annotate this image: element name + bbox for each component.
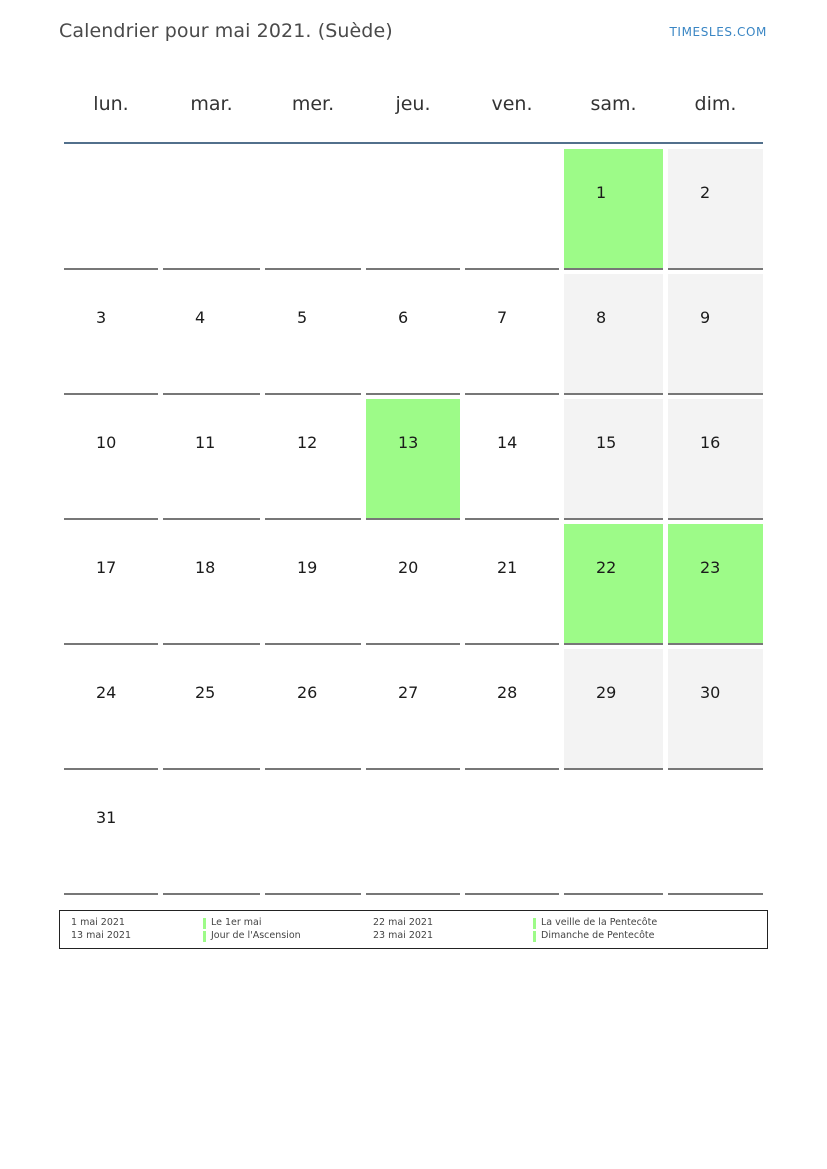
cell-divider xyxy=(163,643,260,645)
cell-divider xyxy=(465,268,559,270)
cell-divider xyxy=(366,518,460,520)
day-cell[interactable] xyxy=(64,274,158,395)
cell-divider xyxy=(265,768,361,770)
cell-divider xyxy=(163,518,260,520)
day-cell[interactable] xyxy=(465,524,559,645)
page-title: Calendrier pour mai 2021. (Suède) xyxy=(59,20,393,42)
day-cell[interactable] xyxy=(465,274,559,395)
holiday-legend xyxy=(59,910,768,949)
cell-divider xyxy=(265,893,361,895)
empty-day-cell xyxy=(265,774,361,895)
cell-divider xyxy=(564,643,663,645)
cell-divider xyxy=(465,393,559,395)
day-cell[interactable] xyxy=(265,649,361,770)
legend-holiday-name: Le 1er mai xyxy=(211,917,262,928)
cell-divider xyxy=(668,768,763,770)
legend-date: 1 mai 2021 xyxy=(71,917,125,928)
cell-divider xyxy=(564,518,663,520)
legend-color-marker xyxy=(533,931,536,942)
day-number: 26 xyxy=(297,683,318,702)
day-cell[interactable] xyxy=(668,274,763,395)
cell-divider xyxy=(163,893,260,895)
day-cell[interactable] xyxy=(465,399,559,520)
empty-day-cell xyxy=(366,774,460,895)
day-number: 25 xyxy=(195,683,216,702)
day-cell[interactable] xyxy=(564,274,663,395)
cell-divider xyxy=(564,268,663,270)
weekday-header: mer. xyxy=(291,93,335,115)
empty-day-cell xyxy=(668,774,763,895)
cell-divider xyxy=(163,268,260,270)
day-cell[interactable] xyxy=(366,524,460,645)
empty-day-cell xyxy=(163,149,260,270)
day-number: 24 xyxy=(96,683,117,702)
day-number: 11 xyxy=(195,433,216,452)
legend-holiday-name: Dimanche de Pentecôte xyxy=(541,930,655,941)
day-cell[interactable] xyxy=(668,649,763,770)
day-number: 13 xyxy=(398,433,419,452)
day-cell[interactable] xyxy=(668,524,763,645)
day-number: 28 xyxy=(497,683,518,702)
brand-link[interactable]: TIMESLES.COM xyxy=(669,25,767,39)
header-divider xyxy=(64,142,763,144)
day-number: 6 xyxy=(398,308,409,327)
day-number: 9 xyxy=(700,308,711,327)
day-cell[interactable] xyxy=(668,149,763,270)
day-cell[interactable] xyxy=(564,399,663,520)
cell-divider xyxy=(465,518,559,520)
day-cell[interactable] xyxy=(163,524,260,645)
weekday-header-row xyxy=(64,88,763,120)
day-cell[interactable] xyxy=(163,274,260,395)
day-number: 15 xyxy=(596,433,617,452)
legend-holiday-name: Jour de l'Ascension xyxy=(211,930,301,941)
cell-divider xyxy=(668,893,763,895)
cell-divider xyxy=(64,393,158,395)
day-number: 14 xyxy=(497,433,518,452)
day-number: 16 xyxy=(700,433,721,452)
cell-divider xyxy=(668,643,763,645)
cell-divider xyxy=(366,393,460,395)
empty-day-cell xyxy=(366,149,460,270)
cell-divider xyxy=(64,518,158,520)
day-number: 18 xyxy=(195,558,216,577)
cell-divider xyxy=(366,268,460,270)
day-number: 17 xyxy=(96,558,117,577)
day-number: 5 xyxy=(297,308,308,327)
cell-divider xyxy=(668,518,763,520)
day-number: 1 xyxy=(596,183,607,202)
cell-divider xyxy=(163,768,260,770)
cell-divider xyxy=(265,268,361,270)
day-cell[interactable] xyxy=(366,274,460,395)
day-number: 22 xyxy=(596,558,617,577)
day-cell[interactable] xyxy=(564,149,663,270)
cell-divider xyxy=(265,643,361,645)
cell-divider xyxy=(465,768,559,770)
day-cell[interactable] xyxy=(163,649,260,770)
legend-date: 13 mai 2021 xyxy=(71,930,132,941)
cell-divider xyxy=(564,768,663,770)
day-number: 29 xyxy=(596,683,617,702)
day-number: 8 xyxy=(596,308,607,327)
day-cell[interactable] xyxy=(366,399,460,520)
empty-day-cell xyxy=(163,774,260,895)
empty-day-cell xyxy=(64,149,158,270)
day-cell[interactable] xyxy=(564,524,663,645)
empty-day-cell xyxy=(564,774,663,895)
cell-divider xyxy=(668,393,763,395)
cell-divider xyxy=(366,893,460,895)
weekday-header: jeu. xyxy=(395,93,431,115)
day-cell[interactable] xyxy=(64,524,158,645)
cell-divider xyxy=(163,393,260,395)
day-number: 10 xyxy=(96,433,117,452)
day-cell[interactable] xyxy=(465,649,559,770)
day-number: 20 xyxy=(398,558,419,577)
day-number: 21 xyxy=(497,558,518,577)
cell-divider xyxy=(366,768,460,770)
day-cell[interactable] xyxy=(564,649,663,770)
weekday-header: mar. xyxy=(190,93,233,115)
day-number: 7 xyxy=(497,308,508,327)
cell-divider xyxy=(265,518,361,520)
cell-divider xyxy=(668,268,763,270)
empty-day-cell xyxy=(465,149,559,270)
cell-divider xyxy=(366,643,460,645)
legend-date: 23 mai 2021 xyxy=(373,930,434,941)
day-cell[interactable] xyxy=(265,399,361,520)
day-number: 12 xyxy=(297,433,318,452)
day-cell[interactable] xyxy=(64,649,158,770)
day-cell[interactable] xyxy=(64,399,158,520)
day-cell[interactable] xyxy=(366,649,460,770)
day-number: 2 xyxy=(700,183,711,202)
legend-holiday-name: La veille de la Pentecôte xyxy=(541,917,658,928)
cell-divider xyxy=(564,393,663,395)
day-cell[interactable] xyxy=(668,399,763,520)
day-number: 30 xyxy=(700,683,721,702)
cell-divider xyxy=(64,643,158,645)
empty-day-cell xyxy=(465,774,559,895)
weekday-header: dim. xyxy=(694,93,737,115)
weekday-header: sam. xyxy=(590,93,637,115)
day-number: 19 xyxy=(297,558,318,577)
legend-color-marker xyxy=(203,931,206,942)
cell-divider xyxy=(465,893,559,895)
weekday-header: ven. xyxy=(491,93,533,115)
day-number: 27 xyxy=(398,683,419,702)
day-cell[interactable] xyxy=(163,399,260,520)
legend-color-marker xyxy=(533,918,536,929)
legend-date: 22 mai 2021 xyxy=(373,917,434,928)
cell-divider xyxy=(64,268,158,270)
cell-divider xyxy=(64,893,158,895)
cell-divider xyxy=(265,393,361,395)
legend-color-marker xyxy=(203,918,206,929)
day-number: 3 xyxy=(96,308,107,327)
day-cell[interactable] xyxy=(265,524,361,645)
weekday-header: lun. xyxy=(93,93,129,115)
day-number: 31 xyxy=(96,808,117,827)
empty-day-cell xyxy=(265,149,361,270)
day-cell[interactable] xyxy=(265,274,361,395)
cell-divider xyxy=(465,643,559,645)
cell-divider xyxy=(64,768,158,770)
day-cell[interactable] xyxy=(64,774,158,895)
day-number: 4 xyxy=(195,308,206,327)
day-number: 23 xyxy=(700,558,721,577)
cell-divider xyxy=(564,893,663,895)
